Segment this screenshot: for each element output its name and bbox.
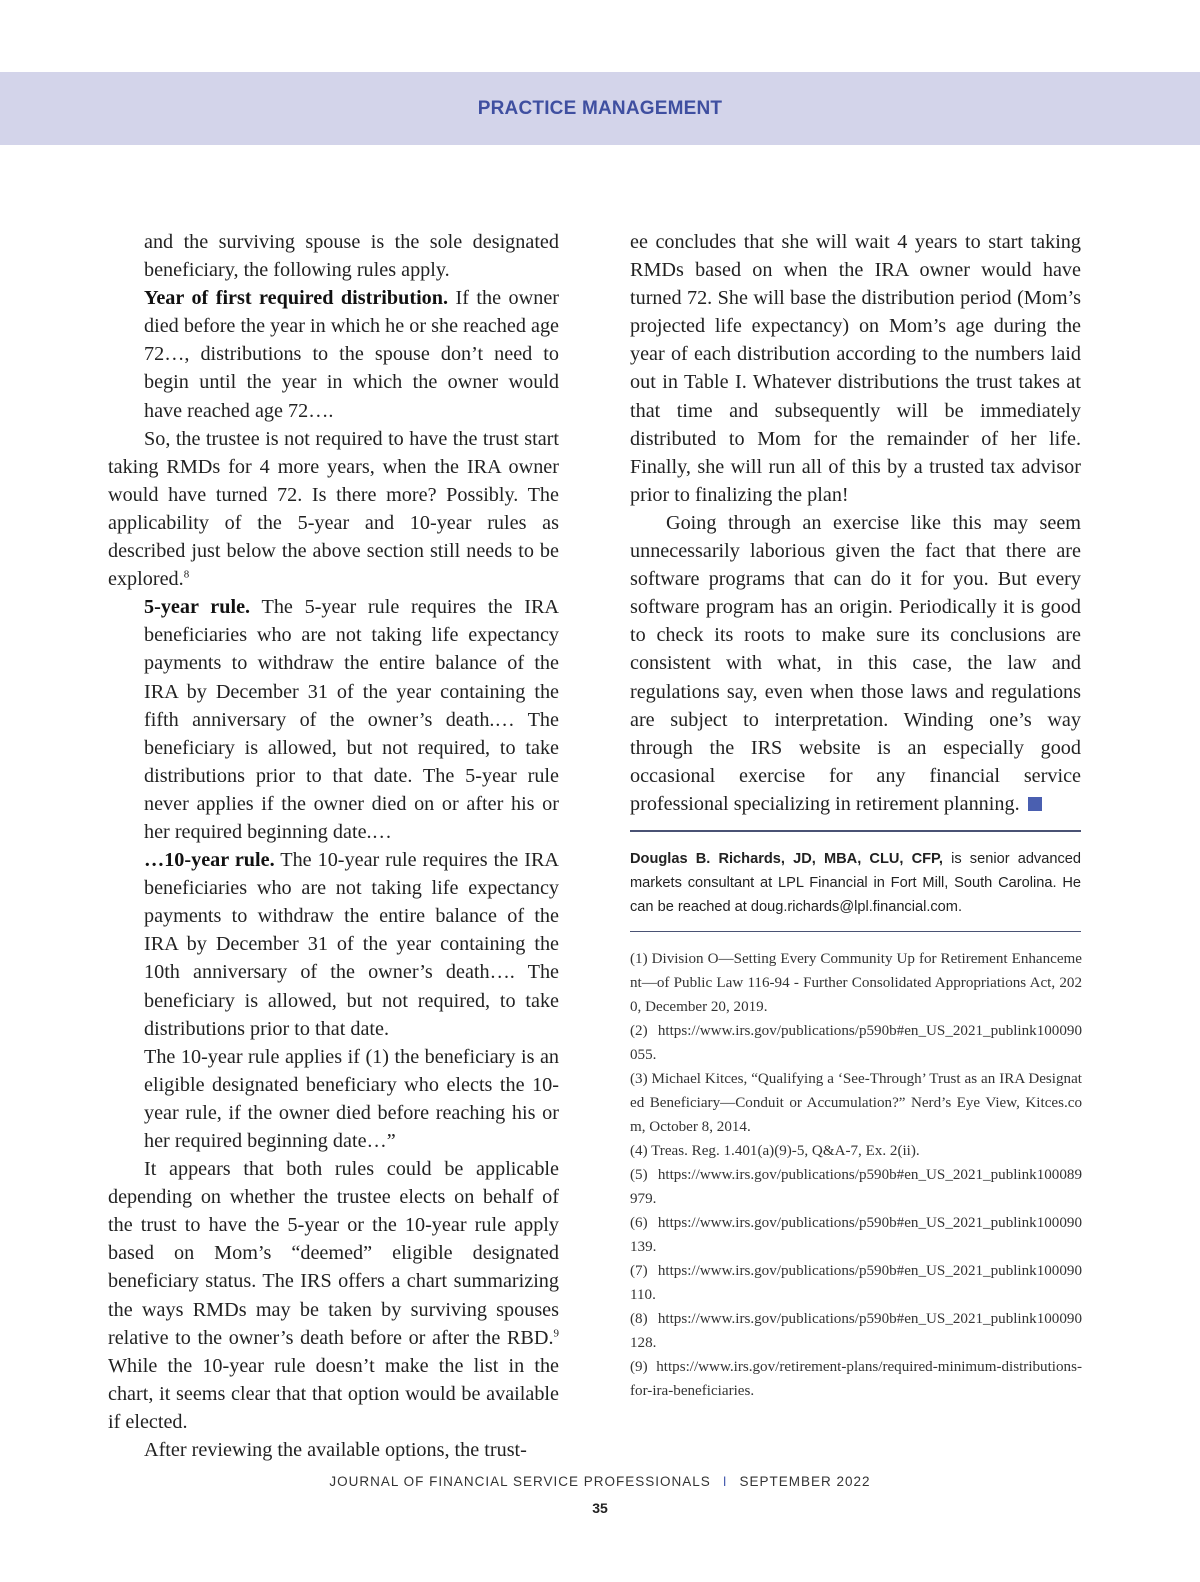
footer-separator: I [722,1474,728,1489]
paragraph-text: The 5-year rule requires the IRA beneficiaries who are not taking life expectancy payments to withdraw the entire balance of the IRA by December 31 of the year containing the fifth anniversary of the owner’s death.… The beneficiary is allowed, but not required, to take distributions prior to that date. The 5-year rule never applies if the owner died on or after his or her required beginning date.… [144,596,559,843]
paragraph-text: It appears that both rules could be applicable depending on whether the trustee elects on behalf of the trust to have the 5-year or the 10-year rule apply based on Mom’s “deemed” eligible designated beneficiary status. The IRS offers a chart summarizing the ways RMDs may be taken by surviving spouses relative to the owner’s death before or after the RBD. [108,1158,559,1349]
paragraph-text: While the 10-year rule doesn’t make the list in the chart, it seems clear that that option would be available if elected. [108,1354,559,1433]
issue-date: SEPTEMBER 2022 [739,1474,871,1489]
footnote: (9) https://www.irs.gov/retirement-plans/required-minimum-distributions-for-ira-beneficiaries. [630,1359,1082,1399]
journal-name: JOURNAL OF FINANCIAL SERVICE PROFESSIONALS [329,1474,711,1489]
end-mark-square-icon [1028,797,1042,811]
paragraph: ee concludes that she will wait 4 years to start taking RMDs based on when the IRA owner would have turned 72. She will base the distribution period (Mom’s projected life expectancy) on Mom’s age during the year of each distribution according to the numbers laid out in Table I. Whatever distributions the trust takes at that time and subsequently will be immediately distributed to Mom for the remainder of her life. Finally, she will run all of this by a trusted tax advisor prior to finalizing the plan! [630,231,1081,506]
footnote: (2) https://www.irs.gov/publications/p590b#en_US_2021_publink100090055. [630,1023,1082,1063]
journal-footer [0,1474,1200,1489]
paragraph [108,846,559,1043]
left-column [108,228,559,1464]
paragraph [108,425,559,594]
page-number: 35 [592,1500,608,1516]
paragraph [630,509,1081,818]
section-title: PRACTICE MANAGEMENT [477,98,723,119]
paragraph-text: If the owner died before the year in which he or she reached age 72…, distributions to the spouse don’t need to begin until the year in which the owner would have reached age 72…. [144,287,559,422]
paragraph [108,1155,559,1436]
author-bio [630,847,1081,919]
paragraph-text: The 10-year rule requires the IRA beneficiaries who are not taking life expectancy payments to withdraw the entire balance of the IRA by December 31 of the year containing the 10th anniversary of the owner’s death…. The beneficiary is allowed, but not required, to take distributions prior to that date. [144,849,559,1040]
run-in-heading: Year of first required distribution. [144,287,449,310]
footnote: (3) Michael Kitces, “Qualifying a ‘See-Through’ Trust as an IRA Designated Beneficiary—Conduit or Accumulation?” Nerd’s Eye View, Kitces.com, October 8, 2014. [630,1071,1082,1135]
footnote: (4) Treas. Reg. 1.401(a)(9)-5, Q&A-7, Ex. 2(ii). [630,1143,920,1159]
author-bio-text: is senior advanced markets consultant at LPL Financial in Fort Mill, South Carolina. He can be reached at doug.richards@lpl.financial.com. [630,851,1081,915]
footnotes [630,947,1082,1403]
footnote: (8) https://www.irs.gov/publications/p590b#en_US_2021_publink100090128. [630,1311,1082,1351]
footnote-ref: 9 [553,1326,559,1339]
paragraph: After reviewing the available options, the trust- [144,1439,527,1462]
author-name: Douglas B. Richards, JD, MBA, CLU, CFP, [630,851,943,867]
footnote: (1) Division O—Setting Every Community Up for Retirement Enhancement—of Public Law 116-94 - Further Consolidated Appropriations Act, 2020, December 20, 2019. [630,951,1082,1015]
run-in-heading: …10-year rule. [144,849,275,872]
paragraph-text: So, the trustee is not required to have the trust start taking RMDs for 4 more years, when the IRA owner would have turned 72. Is there more? Possibly. The applicability of the 5-year and 10-year rules as described just below the above section still needs to be explored. [108,427,559,591]
footnote: (5) https://www.irs.gov/publications/p590b#en_US_2021_publink100089979. [630,1167,1082,1207]
paragraph: and the surviving spouse is the sole designated beneficiary, the following rules apply. [144,231,559,282]
section-header-band [0,72,1200,145]
footnote-ref: 8 [183,568,190,581]
right-column [630,228,1081,818]
paragraph [108,284,559,424]
footnote: (7) https://www.irs.gov/publications/p590b#en_US_2021_publink100090110. [630,1263,1082,1303]
paragraph [108,593,559,846]
paragraph-text: Going through an exercise like this may seem unnecessarily laborious given the fact that there are software programs that can do it for you. But every software program has an origin. Periodically it is good to check its roots to make sure its conclusions are consistent with what, in this case, the law and regulations say, even when those laws and regulations are subject to interpretation. Winding one’s way through the IRS website is an especially good occasional exercise for any financial service professional specializing in retirement planning. [630,511,1081,815]
footnote: (6) https://www.irs.gov/publications/p590b#en_US_2021_publink100090139. [630,1215,1082,1255]
run-in-heading: 5-year rule. [144,596,251,619]
bio-divider [630,830,1081,832]
paragraph: The 10-year rule applies if (1) the beneficiary is an eligible designated beneficiary who elects the 10-year rule, if the owner died before reaching his or her required beginning date…” [144,1045,559,1152]
footnotes-divider [630,931,1081,932]
